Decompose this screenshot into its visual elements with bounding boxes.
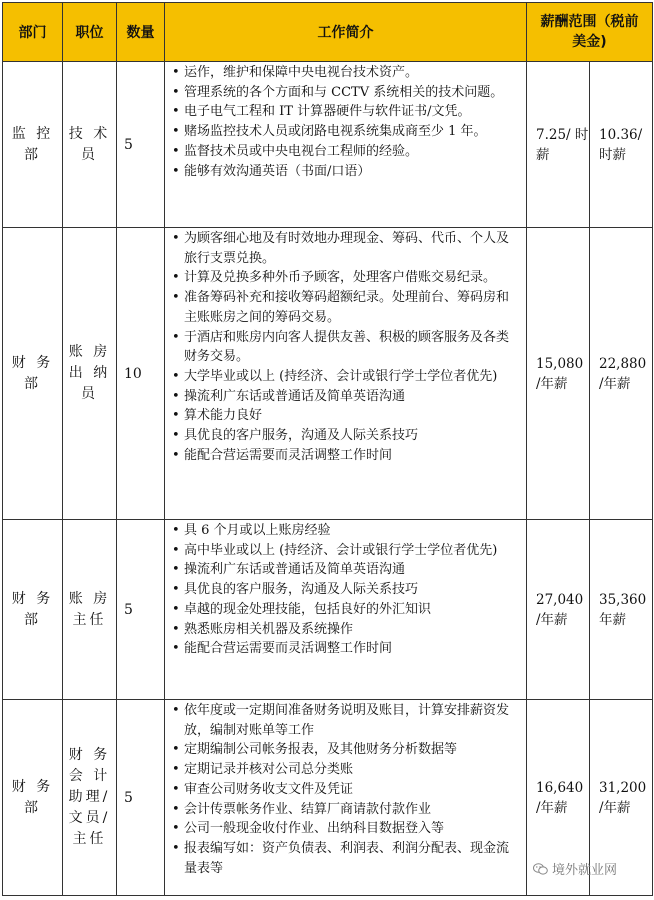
job-table xyxy=(2,2,653,896)
description-cell xyxy=(165,62,527,228)
salary-max-cell: 35,360 年薪 xyxy=(590,520,653,700)
salary-max-cell: 10.36/ 时薪 xyxy=(590,62,653,228)
duty-item: • 操流利广东话或普通话及简单英语沟通 xyxy=(169,387,520,407)
position-cell: 财 务 会 计 助理/ 文员/ 主任 xyxy=(63,700,117,896)
duty-list xyxy=(169,229,520,465)
header-count: 数量 xyxy=(117,3,165,62)
duty-item: • 会计传票帐务作业、结算厂商请款付款作业 xyxy=(169,800,520,820)
salary-min-cell: 27,040 /年薪 xyxy=(527,520,590,700)
duty-item: • 具优良的客户服务，沟通及人际关系技巧 xyxy=(169,580,520,600)
count-cell: 5 xyxy=(117,62,165,228)
description-cell xyxy=(165,228,527,520)
duty-item: • 计算及兑换多种外币予顾客，处理客户借账交易纪录。 xyxy=(169,268,520,288)
duty-item: • 操流利广东话或普通话及简单英语沟通 xyxy=(169,560,520,580)
duty-item: • 管理系统的各个方面和与 CCTV 系统相关的技术问题。 xyxy=(169,83,520,103)
duty-item: • 审查公司财务收支文件及凭证 xyxy=(169,780,520,800)
table-row xyxy=(3,228,653,520)
duty-item: • 监督技术员或中央电视台工程师的经验。 xyxy=(169,142,520,162)
duty-item: • 公司一般现金收付作业、出纳科目数据登入等 xyxy=(169,819,520,839)
salary-max-cell: 31,200 /年薪 xyxy=(590,700,653,896)
table-row xyxy=(3,62,653,228)
duty-item: • 为顾客细心地及有时效地办理现金、筹码、代币、个人及旅行支票兑换。 xyxy=(169,229,520,268)
dept-cell: 财 务 部 xyxy=(3,700,63,896)
salary-min-cell: 15,080 /年薪 xyxy=(527,228,590,520)
duty-list xyxy=(169,63,520,181)
duty-item: • 能配合营运需要而灵活调整工作时间 xyxy=(169,446,520,466)
duty-item: • 能够有效沟通英语（书面/口语） xyxy=(169,162,520,182)
salary-min-cell: 7.25/ 时薪 xyxy=(527,62,590,228)
duty-list xyxy=(169,521,520,659)
header-dept: 部门 xyxy=(3,3,63,62)
header-row xyxy=(3,3,653,62)
dept-cell: 监 控 部 xyxy=(3,62,63,228)
duty-list xyxy=(169,701,520,878)
header-salary-line1: 薪酬范围（税前 xyxy=(540,14,639,30)
wechat-icon xyxy=(533,863,548,875)
position-cell: 技 术 员 xyxy=(63,62,117,228)
duty-item: • 具优良的客户服务，沟通及人际关系技巧 xyxy=(169,426,520,446)
salary-min-cell: 16,640 /年薪 xyxy=(527,700,590,896)
description-cell xyxy=(165,700,527,896)
description-cell xyxy=(165,520,527,700)
salary-max-cell: 22,880 /年薪 xyxy=(590,228,653,520)
header-salary-line2: 美金) xyxy=(572,34,607,50)
duty-item: • 熟悉账房相关机器及系统操作 xyxy=(169,620,520,640)
duty-item: • 能配合营运需要而灵活调整工作时间 xyxy=(169,639,520,659)
count-cell: 5 xyxy=(117,520,165,700)
count-cell: 10 xyxy=(117,228,165,520)
duty-item: • 具 6 个月或以上账房经验 xyxy=(169,521,520,541)
watermark xyxy=(533,859,617,878)
duty-item: • 准备筹码补充和接收筹码超额纪录。处理前台、筹码房和主账账房之间的筹码交易。 xyxy=(169,288,520,327)
dept-cell: 财 务 部 xyxy=(3,228,63,520)
duty-item: • 高中毕业或以上 (持经济、会计或银行学士学位者优先) xyxy=(169,541,520,561)
duty-item: • 依年度或一定期间准备财务说明及账目，计算安排薪资发放，编制对账单等工作 xyxy=(169,701,520,740)
duty-item: • 报表编写如：资产负债表、利润表、利润分配表、现金流量表等 xyxy=(169,839,520,878)
job-table-body xyxy=(3,62,653,896)
table-row xyxy=(3,520,653,700)
duty-item: • 定期记录并核对公司总分类账 xyxy=(169,760,520,780)
duty-item: • 于酒店和账房内向客人提供友善、积极的顾客服务及各类财务交易。 xyxy=(169,328,520,367)
duty-item: • 大学毕业或以上 (持经济、会计或银行学士学位者优先) xyxy=(169,367,520,387)
duty-item: • 赌场监控技术人员或闭路电视系统集成商至少 1 年。 xyxy=(169,122,520,142)
duty-item: • 运作，维护和保障中央电视台技术资产。 xyxy=(169,63,520,83)
position-cell: 账 房 主任 xyxy=(63,520,117,700)
header-position: 职位 xyxy=(63,3,117,62)
duty-item: • 卓越的现金处理技能，包括良好的外汇知识 xyxy=(169,600,520,620)
dept-cell: 财 务 部 xyxy=(3,520,63,700)
header-salary xyxy=(527,3,653,62)
duty-item: • 电子电气工程和 IT 计算器硬件与软件证书/文凭。 xyxy=(169,102,520,122)
position-cell: 账 房 出 纳 员 xyxy=(63,228,117,520)
duty-item: • 定期编制公司帐务报表，及其他财务分析数据等 xyxy=(169,740,520,760)
watermark-text: 境外就业网 xyxy=(552,863,618,878)
duty-item: • 算术能力良好 xyxy=(169,406,520,426)
header-description: 工作简介 xyxy=(165,3,527,62)
count-cell: 5 xyxy=(117,700,165,896)
